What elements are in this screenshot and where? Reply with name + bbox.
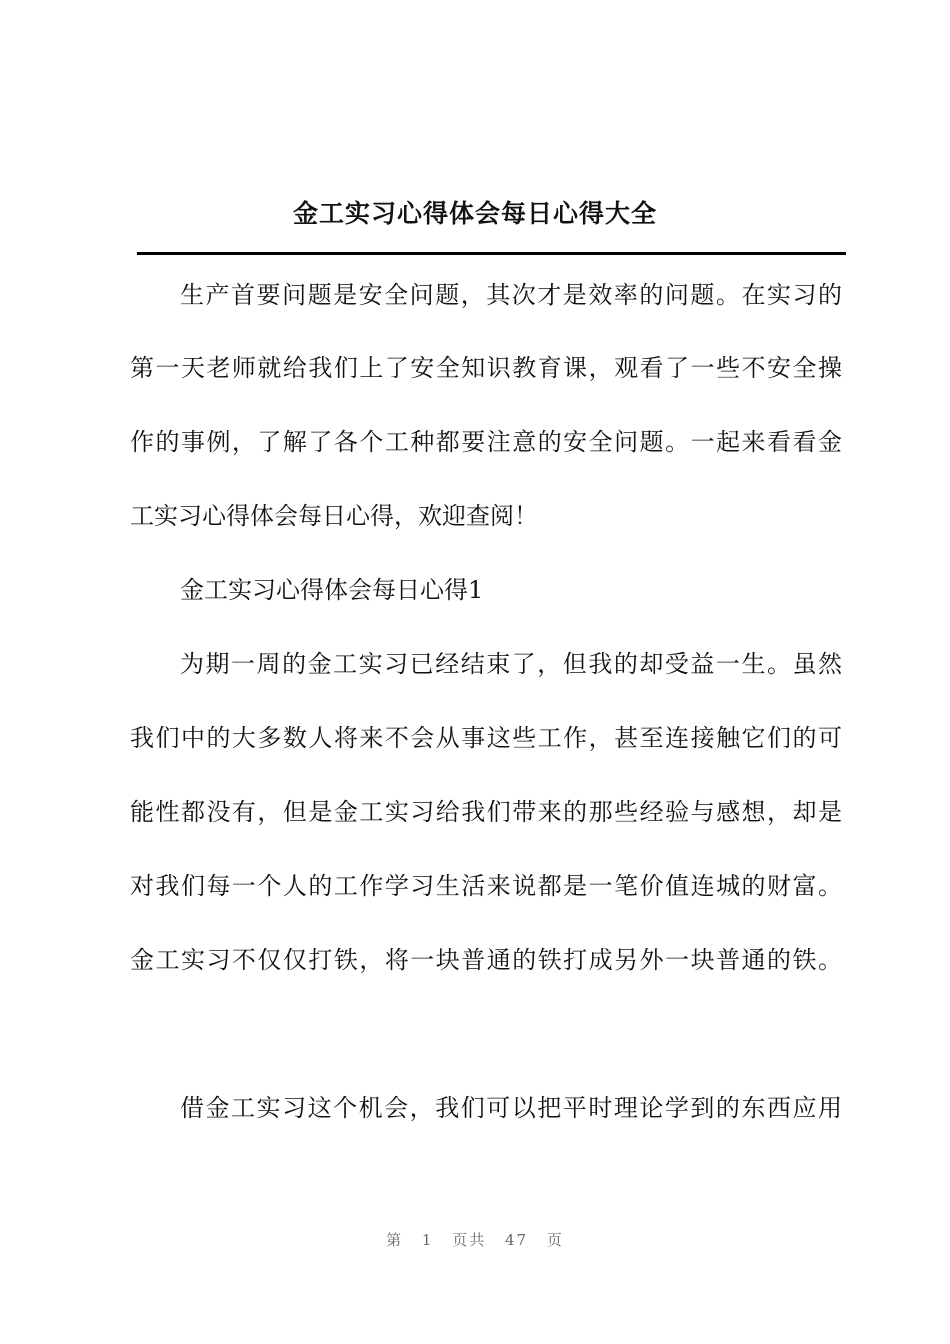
paragraph-line: 为期一周的金工实习已经结束了，但我的却受益一生。虽然	[180, 650, 842, 678]
document-title: 金工实习心得体会每日心得大全	[292, 199, 657, 228]
paragraph-line: 工实习心得体会每日心得，欢迎查阅！	[130, 502, 538, 530]
paragraph-line: 生产首要问题是安全问题，其次才是效率的问题。在实习的	[180, 281, 842, 309]
page-number-footer: 第 1 页共 47 页	[386, 1231, 564, 1249]
paragraph-line: 借金工实习这个机会，我们可以把平时理论学到的东西应用	[180, 1094, 842, 1122]
paragraph-line: 金工实习不仅仅打铁，将一块普通的铁打成另外一块普通的铁。	[130, 946, 842, 974]
paragraph-line: 能性都没有，但是金工实习给我们带来的那些经验与感想，却是	[130, 798, 842, 826]
paragraph-line: 第一天老师就给我们上了安全知识教育课，观看了一些不安全操	[130, 354, 842, 382]
section-heading: 金工实习心得体会每日心得1	[180, 576, 484, 604]
paragraph-line: 我们中的大多数人将来不会从事这些工作，甚至连接触它们的可	[130, 724, 842, 752]
paragraph-line: 对我们每一个人的工作学习生活来说都是一笔价值连城的财富。	[130, 872, 842, 900]
title-divider	[137, 252, 846, 255]
paragraph-line: 作的事例，了解了各个工种都要注意的安全问题。一起来看看金	[130, 428, 842, 456]
